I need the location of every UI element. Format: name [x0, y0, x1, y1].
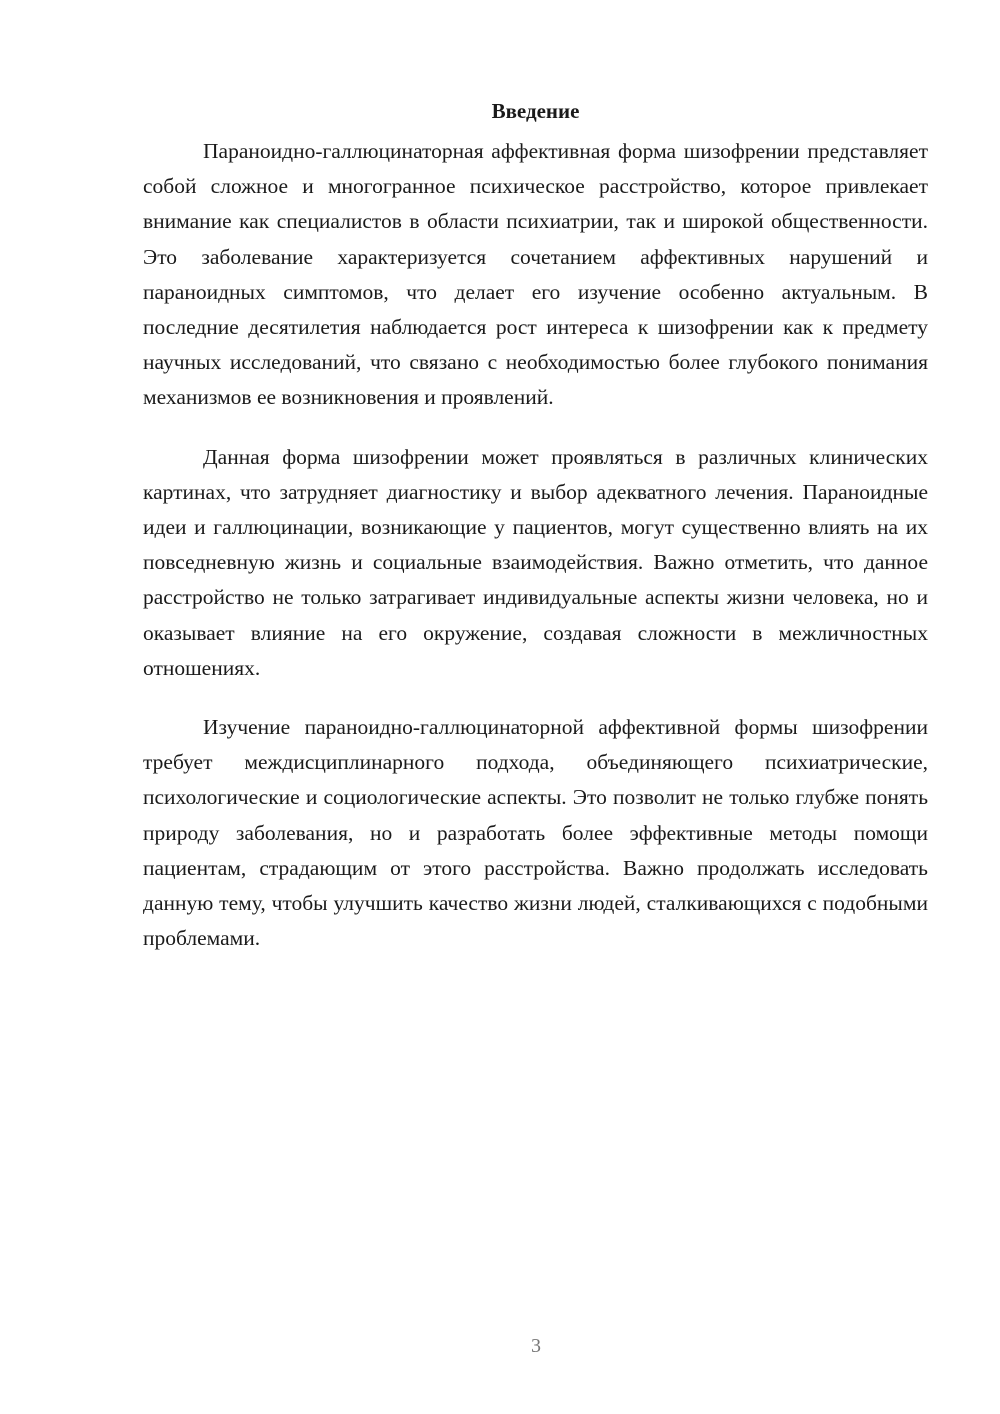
page-content: [143, 97, 928, 980]
section-heading: Введение: [491, 99, 580, 123]
paragraph-1: Параноидно-галлюцинаторная аффективная форма шизофрении представляет собой сложное и многогранное психическое расстройство, которое привлекает внимание как специалистов в области психиатрии, так и широкой общественности. Это заболевание характеризуется сочетанием аффективных нарушений и параноидных симптомов, что делает его изучение особенно актуальным. В последние десятилетия наблюдается рост интереса к шизофрении как к предмету научных исследований, что связано с необходимостью более глубокого понимания механизмов ее возникновения и проявлений.: [143, 139, 928, 410]
page-number: 3: [531, 1335, 541, 1357]
paragraph-3: Изучение параноидно-галлюцинаторной аффективной формы шизофрении требует междисциплинарного подхода, объединяющего психиатрические, психологические и социологические аспекты. Это позволит не только глубже понять природу заболевания, но и разработать более эффективные методы помощи пациентам, страдающим от этого расстройства. Важно продолжать исследовать данную тему, чтобы улучшить качество жизни людей, сталкивающихся с подобными проблемами.: [143, 715, 928, 951]
paragraph-2: Данная форма шизофрении может проявляться в различных клинических картинах, что затрудняет диагностику и выбор адекватного лечения. Параноидные идеи и галлюцинации, возникающие у пациентов, могут существенно влиять на их повседневную жизнь и социальные взаимодействия. Важно отметить, что данное расстройство не только затрагивает индивидуальные аспекты жизни человека, но и оказывает влияние на его окружение, создавая сложности в межличностных отношениях.: [143, 444, 928, 680]
